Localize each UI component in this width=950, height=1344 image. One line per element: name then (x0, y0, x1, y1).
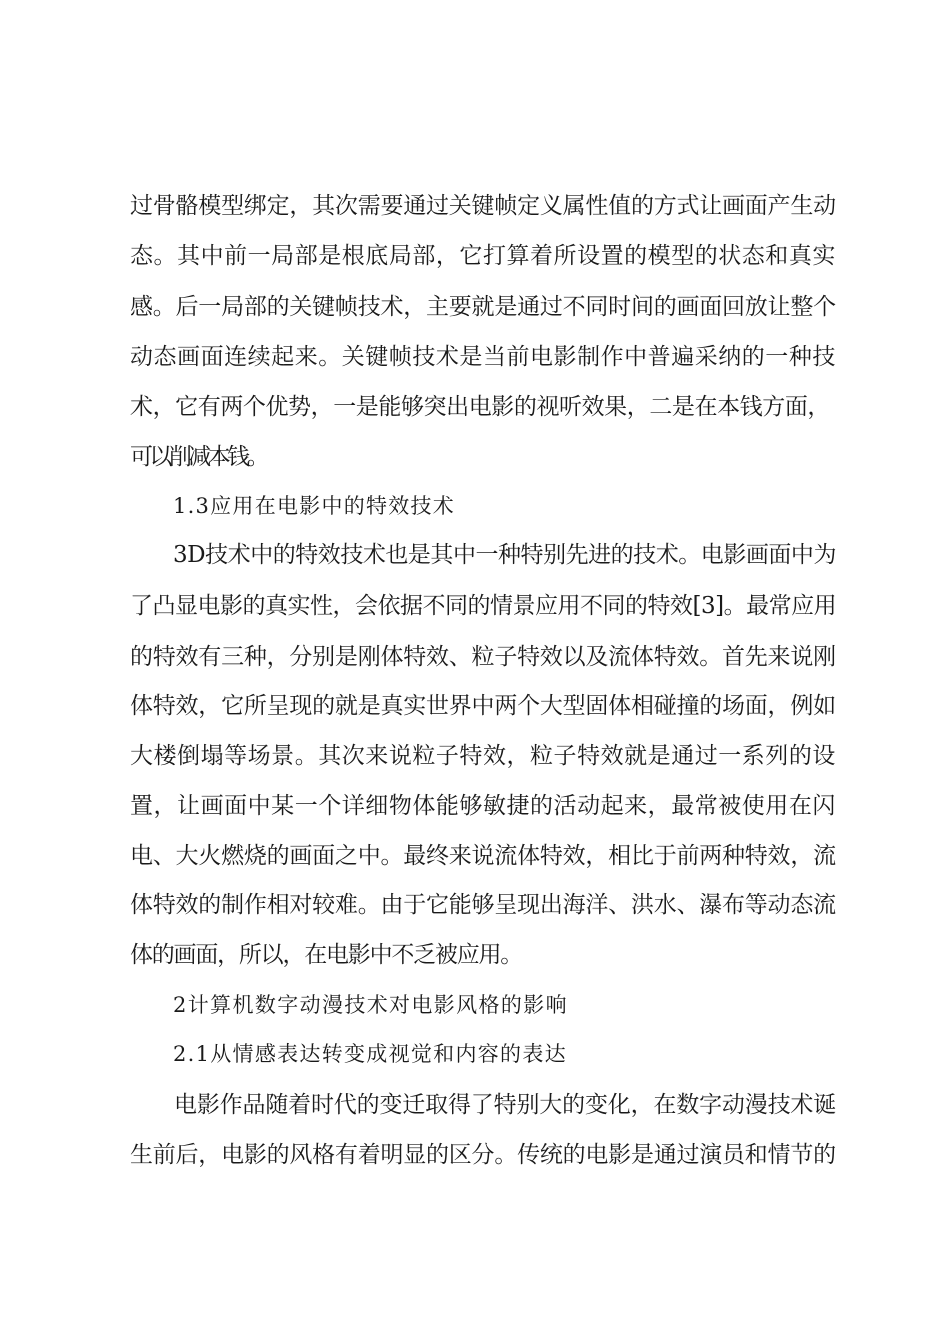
body-line-text: 的特效有三种，分别是刚体特效、粒子特效以及流体特效。首先来说刚 (130, 644, 836, 670)
section-heading-text: 1.3应用在电影中的特效技术 (173, 494, 456, 518)
section-heading-text: 2计算机数字动漫技术对电影风格的影响 (173, 993, 569, 1017)
body-line-text: 电、大火燃烧的画面之中。最终来说流体特效，相比于前两种特效，流 (130, 843, 836, 869)
body-line-text: 态。其中前一局部是根底局部，它打算着所设置的模型的状态和真实 (130, 243, 836, 269)
body-line-text: 电影作品随着时代的变迁取得了特别大的变化，在数字动漫技术诞 (174, 1092, 837, 1118)
body-line-text: 3D技术中的特效技术也是其中一种特别先进的技术。电影画面中为 (173, 542, 836, 568)
section-heading-text: 2.1从情感表达转变成视觉和内容的表达 (173, 1042, 567, 1066)
body-line-text: 过骨骼模型绑定，其次需要通过关键帧定义属性值的方式让画面产生动 (130, 193, 836, 219)
body-line (0, 935, 950, 975)
body-line-text: 大楼倒塌等场景。其次来说粒子特效，粒子特效就是通过一系列的设 (130, 743, 836, 769)
body-line-text: 了凸显电影的真实性，会依据不同的情景应用不同的特效[3]。最常应用 (130, 593, 837, 619)
body-line (0, 1085, 950, 1125)
body-line (0, 885, 950, 925)
body-line-text: 术，它有两个优势，一是能够突出电影的视听效果，二是在本钱方面， (130, 394, 830, 420)
body-line (0, 736, 950, 776)
body-line-text: 生前后，电影的风格有着明显的区分。传统的电影是通过演员和情节的 (130, 1142, 836, 1168)
body-line-text: 体特效的制作相对较难。由于它能够呈现出海洋、洪水、瀑布等动态流 (130, 892, 836, 918)
body-line (0, 337, 950, 377)
body-line (0, 1135, 950, 1175)
body-line (0, 287, 950, 327)
body-line-text: 动态画面连续起来。关键帧技术是当前电影制作中普遍采纳的一种技 (130, 344, 836, 370)
body-line (0, 387, 950, 427)
section-heading-2 (0, 985, 950, 1025)
body-line (0, 236, 950, 276)
body-line (0, 586, 950, 626)
body-line-text: 感。后一局部的关键帧技术，主要就是通过不同时间的画面回放让整个 (130, 294, 836, 320)
body-line-text: 体特效，它所呈现的就是真实世界中两个大型固体相碰撞的场面，例如 (130, 693, 836, 719)
body-line (0, 535, 950, 575)
body-line-text: 体的画面，所以，在电影中不乏被应用。 (130, 942, 523, 968)
body-line-text: 可以削减本钱。 (130, 444, 267, 470)
body-line (0, 786, 950, 826)
body-line (0, 186, 950, 226)
body-line (0, 836, 950, 876)
section-heading-1-3 (0, 486, 950, 526)
body-line (0, 637, 950, 677)
section-heading-2-1 (0, 1034, 950, 1074)
body-line (0, 686, 950, 726)
body-line-text: 置，让画面中某一个详细物体能够敏捷的活动起来，最常被使用在闪 (130, 793, 836, 819)
body-line (0, 437, 950, 477)
